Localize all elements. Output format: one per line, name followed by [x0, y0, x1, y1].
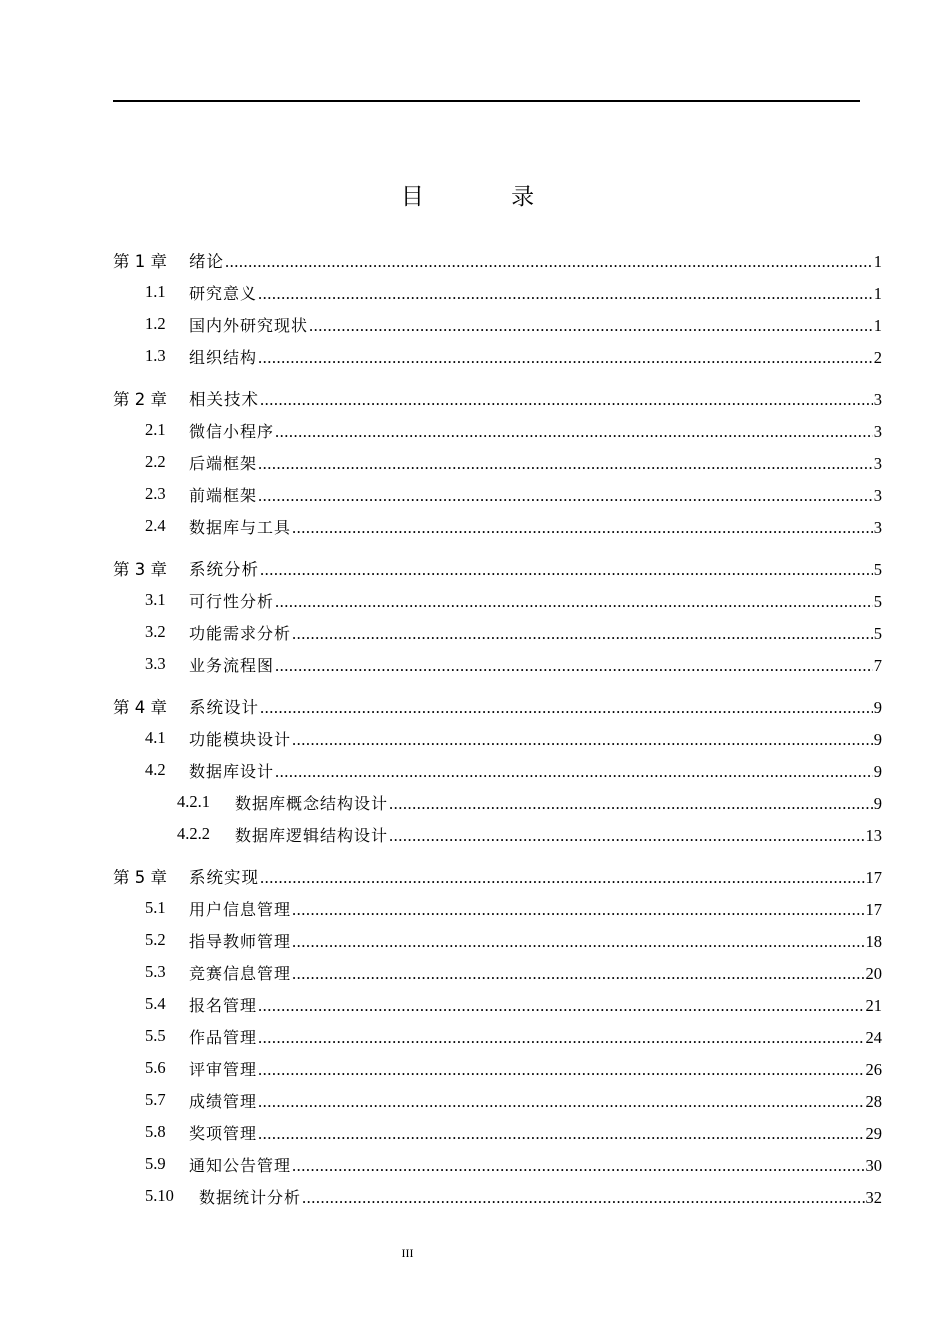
- toc-entry-page: 24: [865, 1027, 882, 1047]
- table-of-contents: [0, 244, 950, 1212]
- toc-dot-leader: [275, 592, 873, 612]
- toc-dot-leader: [258, 348, 873, 368]
- toc-entry-number: 5.6: [145, 1058, 166, 1077]
- toc-entry-label: 功能模块设计: [189, 729, 292, 749]
- toc-entry-line: [189, 556, 882, 580]
- toc-dot-leader: [275, 422, 873, 442]
- toc-entry-page: 2: [873, 347, 882, 367]
- toc-entry-page: 17: [865, 868, 882, 887]
- toc-entry-label: 数据库与工具: [189, 517, 292, 537]
- toc-dot-leader: [292, 518, 873, 538]
- toc-entry-number: 2.4: [145, 516, 166, 535]
- toc-entry-line: [189, 864, 882, 888]
- toc-subsection-entry[interactable]: [0, 818, 950, 850]
- toc-entry-page: 32: [865, 1187, 882, 1207]
- toc-entry-label: 系统实现: [189, 868, 259, 887]
- toc-entry-number: 5.10: [145, 1186, 174, 1205]
- toc-subsection-entry[interactable]: [0, 786, 950, 818]
- toc-entry-line: [189, 248, 882, 272]
- toc-dot-leader: [292, 624, 873, 644]
- toc-entry-label: 作品管理: [189, 1027, 258, 1047]
- toc-entry-page: 1: [873, 283, 882, 303]
- toc-entry-label: 可行性分析: [189, 591, 275, 611]
- toc-entry-line: [189, 694, 882, 718]
- toc-entry-number: 第 3 章: [113, 560, 167, 579]
- toc-entry-label: 国内外研究现状: [189, 315, 309, 335]
- toc-entry-page: 7: [873, 655, 882, 675]
- toc-entry-label: 数据库概念结构设计: [235, 793, 389, 813]
- toc-entry-line: [189, 1153, 882, 1176]
- toc-entry-number: 第 5 章: [113, 868, 167, 887]
- toc-entry-number: 5.8: [145, 1122, 166, 1141]
- toc-entry-page: 20: [865, 963, 882, 983]
- toc-entry-number: 5.5: [145, 1026, 166, 1045]
- toc-entry-label: 数据库设计: [189, 761, 275, 781]
- toc-entry-label: 微信小程序: [189, 421, 275, 441]
- toc-entry-page: 5: [873, 591, 882, 611]
- toc-section-entry[interactable]: [0, 924, 950, 956]
- header-rule: [113, 100, 860, 102]
- toc-entry-line: [189, 386, 882, 410]
- toc-entry-label: 前端框架: [189, 485, 258, 505]
- toc-dot-leader: [258, 996, 864, 1016]
- toc-title: 目 录: [400, 184, 575, 210]
- toc-entry-line: [189, 653, 882, 676]
- toc-dot-leader: [260, 390, 873, 410]
- toc-section-entry[interactable]: [0, 414, 950, 446]
- toc-entry-label: 评审管理: [189, 1059, 258, 1079]
- toc-dot-leader: [258, 1092, 864, 1112]
- toc-entry-line: [189, 727, 882, 750]
- toc-section-entry[interactable]: [0, 1116, 950, 1148]
- toc-section-entry[interactable]: [0, 956, 950, 988]
- toc-entry-number: 第 2 章: [113, 390, 167, 409]
- toc-entry-page: 3: [873, 485, 882, 505]
- toc-dot-leader: [258, 486, 873, 506]
- page-number: III: [401, 1246, 414, 1260]
- toc-entry-line: [235, 823, 882, 846]
- toc-chapter-entry[interactable]: [0, 860, 950, 892]
- toc-entry-page: 9: [873, 698, 882, 717]
- toc-entry-number: 3.2: [145, 622, 166, 641]
- toc-section-entry[interactable]: [0, 446, 950, 478]
- toc-section-entry[interactable]: [0, 340, 950, 372]
- toc-entry-line: [199, 1185, 882, 1208]
- toc-entry-page: 3: [873, 390, 882, 409]
- toc-entry-label: 系统分析: [189, 560, 259, 579]
- toc-entry-page: 1: [873, 252, 882, 271]
- toc-entry-line: [189, 1057, 882, 1080]
- toc-entry-page: 1: [873, 315, 882, 335]
- toc-dot-leader: [258, 1124, 864, 1144]
- toc-chapter-entry[interactable]: [0, 382, 950, 414]
- toc-section-entry[interactable]: [0, 892, 950, 924]
- toc-entry-page: 26: [865, 1059, 882, 1079]
- toc-entry-number: 4.2.2: [177, 824, 210, 843]
- toc-entry-label: 系统设计: [189, 698, 259, 717]
- toc-entry-page: 3: [873, 421, 882, 441]
- toc-entry-line: [189, 515, 882, 538]
- toc-dot-leader: [258, 454, 873, 474]
- toc-entry-line: [189, 621, 882, 644]
- toc-dot-leader: [260, 560, 873, 580]
- toc-entry-label: 相关技术: [189, 390, 259, 409]
- toc-entry-page: 29: [865, 1123, 882, 1143]
- toc-entry-label: 通知公告管理: [189, 1155, 292, 1175]
- toc-entry-label: 业务流程图: [189, 655, 275, 675]
- toc-dot-leader: [309, 316, 873, 336]
- toc-entry-number: 5.9: [145, 1154, 166, 1173]
- toc-entry-line: [235, 791, 882, 814]
- toc-dot-leader: [275, 656, 873, 676]
- toc-dot-leader: [292, 900, 864, 920]
- toc-entry-line: [189, 483, 882, 506]
- toc-section-entry[interactable]: [0, 584, 950, 616]
- toc-entry-line: [189, 961, 882, 984]
- toc-entry-page: 3: [873, 517, 882, 537]
- toc-section-entry[interactable]: [0, 308, 950, 340]
- toc-section-entry[interactable]: [0, 722, 950, 754]
- toc-dot-leader: [260, 868, 865, 888]
- toc-section-entry[interactable]: [0, 1148, 950, 1180]
- toc-chapter-entry[interactable]: [0, 690, 950, 722]
- toc-entry-label: 数据统计分析: [199, 1187, 302, 1207]
- toc-entry-number: 1.2: [145, 314, 166, 333]
- toc-dot-leader: [258, 1028, 864, 1048]
- toc-entry-line: [189, 345, 882, 368]
- toc-entry-number: 第 4 章: [113, 698, 167, 717]
- toc-dot-leader: [292, 730, 873, 750]
- toc-section-entry[interactable]: [0, 478, 950, 510]
- toc-entry-page: 18: [865, 931, 882, 951]
- toc-entry-page: 3: [873, 453, 882, 473]
- toc-entry-line: [189, 281, 882, 304]
- toc-entry-number: 3.1: [145, 590, 166, 609]
- toc-entry-label: 报名管理: [189, 995, 258, 1015]
- toc-entry-number: 4.2: [145, 760, 166, 779]
- toc-entry-line: [189, 1121, 882, 1144]
- toc-entry-line: [189, 1089, 882, 1112]
- toc-entry-page: 9: [873, 793, 882, 813]
- toc-dot-leader: [292, 1156, 864, 1176]
- toc-entry-page: 30: [865, 1155, 882, 1175]
- toc-entry-page: 5: [873, 560, 882, 579]
- toc-entry-line: [189, 589, 882, 612]
- toc-entry-line: [189, 993, 882, 1016]
- toc-entry-label: 成绩管理: [189, 1091, 258, 1111]
- toc-dot-leader: [258, 1060, 864, 1080]
- toc-entry-line: [189, 313, 882, 336]
- toc-chapter-entry[interactable]: [0, 552, 950, 584]
- toc-dot-leader: [225, 252, 873, 272]
- toc-entry-line: [189, 1025, 882, 1048]
- toc-entry-label: 研究意义: [189, 283, 258, 303]
- toc-entry-label: 后端框架: [189, 453, 258, 473]
- toc-entry-number: 2.1: [145, 420, 166, 439]
- toc-entry-page: 17: [865, 899, 882, 919]
- toc-section-entry[interactable]: [0, 754, 950, 786]
- toc-chapter-entry[interactable]: [0, 244, 950, 276]
- toc-dot-leader: [260, 698, 873, 718]
- toc-entry-page: 28: [865, 1091, 882, 1111]
- toc-dot-leader: [389, 826, 864, 846]
- toc-entry-number: 4.2.1: [177, 792, 210, 811]
- toc-entry-number: 5.4: [145, 994, 166, 1013]
- toc-entry-page: 21: [865, 995, 882, 1015]
- toc-entry-number: 2.2: [145, 452, 166, 471]
- toc-section-entry[interactable]: [0, 510, 950, 542]
- toc-entry-number: 5.1: [145, 898, 166, 917]
- toc-section-entry[interactable]: [0, 276, 950, 308]
- toc-dot-leader: [275, 762, 873, 782]
- toc-entry-number: 第 1 章: [113, 252, 167, 271]
- toc-entry-page: 5: [873, 623, 882, 643]
- toc-entry-label: 组织结构: [189, 347, 258, 367]
- toc-section-entry[interactable]: [0, 988, 950, 1020]
- toc-entry-number: 5.3: [145, 962, 166, 981]
- toc-dot-leader: [258, 284, 873, 304]
- toc-entry-line: [189, 897, 882, 920]
- toc-entry-label: 绪论: [189, 252, 224, 271]
- toc-entry-number: 1.1: [145, 282, 166, 301]
- toc-entry-label: 竞赛信息管理: [189, 963, 292, 983]
- toc-entry-number: 3.3: [145, 654, 166, 673]
- toc-entry-number: 5.7: [145, 1090, 166, 1109]
- toc-entry-label: 奖项管理: [189, 1123, 258, 1143]
- toc-dot-leader: [389, 794, 873, 814]
- toc-dot-leader: [302, 1188, 864, 1208]
- toc-entry-label: 功能需求分析: [189, 623, 292, 643]
- toc-entry-label: 指导教师管理: [189, 931, 292, 951]
- toc-entry-line: [189, 419, 882, 442]
- toc-entry-page: 9: [873, 729, 882, 749]
- toc-section-entry[interactable]: [0, 1084, 950, 1116]
- toc-section-entry[interactable]: [0, 616, 950, 648]
- toc-entry-label: 数据库逻辑结构设计: [235, 825, 389, 845]
- toc-dot-leader: [292, 964, 864, 984]
- toc-entry-line: [189, 929, 882, 952]
- toc-entry-number: 4.1: [145, 728, 166, 747]
- toc-section-entry[interactable]: [0, 1180, 950, 1212]
- toc-entry-line: [189, 451, 882, 474]
- toc-dot-leader: [292, 932, 864, 952]
- toc-entry-line: [189, 759, 882, 782]
- toc-entry-number: 1.3: [145, 346, 166, 365]
- toc-entry-label: 用户信息管理: [189, 899, 292, 919]
- toc-entry-page: 9: [873, 761, 882, 781]
- toc-entry-number: 2.3: [145, 484, 166, 503]
- toc-entry-number: 5.2: [145, 930, 166, 949]
- toc-entry-page: 13: [865, 825, 882, 845]
- toc-section-entry[interactable]: [0, 648, 950, 680]
- toc-section-entry[interactable]: [0, 1020, 950, 1052]
- toc-section-entry[interactable]: [0, 1052, 950, 1084]
